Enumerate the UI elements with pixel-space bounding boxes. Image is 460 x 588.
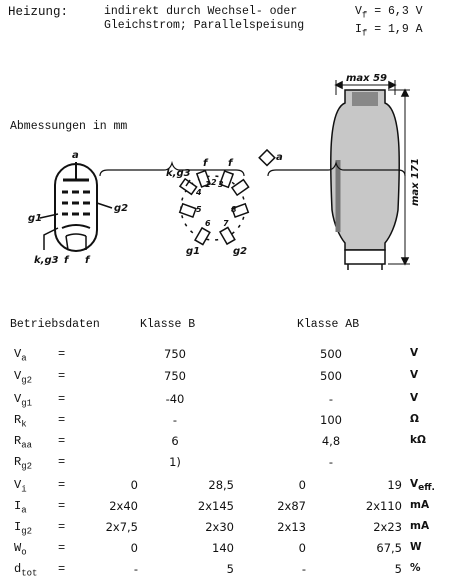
row-unit: mA bbox=[410, 499, 430, 511]
height-arrow-top bbox=[402, 90, 408, 96]
dimensions-heading: Abmessungen in mm bbox=[10, 120, 128, 133]
class-ab-value: 100 bbox=[320, 413, 342, 427]
row-unit: V bbox=[410, 369, 419, 381]
row-unit: mA bbox=[410, 520, 430, 532]
socket-pin-label-2: 2 bbox=[211, 178, 217, 187]
row-equals: = bbox=[58, 369, 66, 383]
row-equals: = bbox=[58, 541, 66, 555]
class-ab-value-2: 67,5 bbox=[376, 541, 402, 555]
class-b-value: -40 bbox=[165, 392, 185, 406]
pin-5 bbox=[180, 204, 196, 217]
row-unit: $V_{eff.}$ bbox=[410, 478, 435, 494]
row-symbol: $R_{aa}$ bbox=[14, 434, 33, 451]
socket-pin-label-8: 8 bbox=[231, 205, 237, 214]
socket-label-a: a bbox=[276, 152, 283, 163]
tube-label-f1: f bbox=[64, 255, 69, 266]
row-equals: = bbox=[58, 347, 66, 361]
socket-label-f-left: f bbox=[203, 158, 208, 169]
class-b-value-1: 2x7,5 bbox=[105, 520, 138, 534]
tube-label-kg3: k,g3 bbox=[34, 255, 59, 266]
socket-label-kg3: k,g3 bbox=[166, 168, 191, 179]
row-equals: = bbox=[58, 520, 66, 534]
row-symbol: $V_a$ bbox=[14, 347, 27, 364]
vf-symbol: V bbox=[355, 5, 362, 18]
socket-pin-label-3: 3 bbox=[218, 180, 224, 189]
anode-cap-symbol bbox=[259, 150, 275, 166]
class-b-value: - bbox=[172, 413, 178, 427]
tube-label-f2: f bbox=[85, 255, 90, 266]
class-b-value: 750 bbox=[164, 347, 186, 361]
class-ab-value: - bbox=[328, 392, 334, 406]
tube-label-a: a bbox=[72, 150, 79, 161]
pin-3 bbox=[180, 179, 197, 194]
class-ab-value-1: 2x13 bbox=[277, 520, 306, 534]
class-ab-heading: Klasse AB bbox=[297, 318, 360, 331]
class-ab-value: 4,8 bbox=[321, 434, 341, 448]
vf-value: = 6,3 V bbox=[374, 5, 423, 18]
tube-label-g1: g1 bbox=[28, 213, 43, 224]
class-b-value-1: 0 bbox=[130, 541, 138, 555]
class-b-value-1: 0 bbox=[130, 478, 138, 492]
row-symbol: $I_{g2}$ bbox=[14, 520, 33, 537]
row-symbol: $I_a$ bbox=[14, 499, 27, 516]
width-dim-label: max 59 bbox=[346, 73, 388, 84]
height-arrow-bottom bbox=[402, 258, 408, 264]
table-heading: Betriebsdaten bbox=[10, 318, 100, 331]
row-symbol: $V_{g2}$ bbox=[14, 369, 33, 386]
pin-6 bbox=[195, 228, 210, 245]
class-b-value-1: 2x40 bbox=[109, 499, 138, 513]
class-ab-value: 500 bbox=[320, 347, 342, 361]
class-ab-value-1: 2x87 bbox=[277, 499, 306, 513]
class-ab-value-2: 19 bbox=[387, 478, 402, 492]
tube-outline-drawing bbox=[331, 80, 410, 270]
row-equals: = bbox=[58, 434, 66, 448]
socket-pin-label-7: 7 bbox=[223, 219, 229, 228]
class-ab-value-1: 0 bbox=[298, 541, 306, 555]
row-equals: = bbox=[58, 499, 66, 513]
class-b-value-2: 28,5 bbox=[208, 478, 234, 492]
if-value: = 1,9 A bbox=[374, 23, 423, 36]
row-unit: W bbox=[410, 541, 422, 553]
if-symbol: I bbox=[355, 23, 362, 36]
height-dim-label: max 171 bbox=[410, 158, 421, 206]
if-sub: f bbox=[361, 28, 368, 39]
class-ab-value-2: 2x23 bbox=[373, 520, 402, 534]
socket-pin-label-5: 5 bbox=[196, 205, 202, 214]
class-b-value-1: - bbox=[133, 562, 138, 576]
row-symbol: $R_k$ bbox=[14, 413, 27, 430]
pin-7 bbox=[220, 227, 235, 244]
class-b-value: 1) bbox=[169, 455, 181, 469]
row-unit: Ω bbox=[410, 413, 419, 425]
tube-label-g2: g2 bbox=[114, 203, 129, 214]
class-ab-value-1: 0 bbox=[298, 478, 306, 492]
socket-label-f-right: f bbox=[228, 158, 233, 169]
row-symbol: $d_{tot}$ bbox=[14, 562, 38, 579]
class-ab-value-2: 2x110 bbox=[365, 499, 402, 513]
class-b-value-2: 140 bbox=[212, 541, 234, 555]
row-unit: V bbox=[410, 392, 419, 404]
row-symbol: $R_{g2}$ bbox=[14, 455, 33, 472]
class-ab-value: - bbox=[328, 455, 334, 469]
row-equals: = bbox=[58, 413, 66, 427]
heizung-text-line2: Gleichstrom; Parallelspeisung bbox=[104, 19, 305, 32]
heizung-text-line1: indirekt durch Wechsel- oder bbox=[104, 5, 298, 18]
filament bbox=[66, 234, 86, 236]
row-equals: = bbox=[58, 455, 66, 469]
class-b-value: 6 bbox=[171, 434, 179, 448]
tube-symbol-drawing bbox=[40, 162, 112, 251]
width-arrow-r bbox=[389, 82, 395, 88]
row-symbol: $V_i$ bbox=[14, 478, 27, 495]
class-b-value-2: 5 bbox=[226, 562, 234, 576]
g2-lead bbox=[97, 203, 112, 208]
class-b-value: 750 bbox=[164, 369, 186, 383]
width-arrow-l bbox=[336, 82, 342, 88]
tube-top-shade bbox=[352, 92, 378, 106]
row-symbol: $W_o$ bbox=[14, 541, 27, 558]
socket-pin-label-1: 1 bbox=[205, 180, 211, 189]
row-equals: = bbox=[58, 392, 66, 406]
socket-label-g2: g2 bbox=[233, 246, 248, 257]
row-equals: = bbox=[58, 478, 66, 492]
socket-label-g1: g1 bbox=[186, 246, 201, 257]
socket-pin-label-4: 4 bbox=[196, 188, 202, 197]
class-ab-value-1: - bbox=[301, 562, 306, 576]
class-b-heading: Klasse B bbox=[140, 318, 196, 331]
tube-base bbox=[345, 250, 385, 264]
class-b-value-2: 2x30 bbox=[205, 520, 234, 534]
row-unit: % bbox=[410, 562, 421, 574]
row-symbol: $V_{g1}$ bbox=[14, 392, 33, 409]
class-b-value-2: 2x145 bbox=[197, 499, 234, 513]
cathode bbox=[62, 225, 90, 228]
vf-sub: f bbox=[361, 10, 368, 21]
row-equals: = bbox=[58, 562, 66, 576]
pin-8 bbox=[232, 180, 249, 195]
row-unit: V bbox=[410, 347, 419, 359]
heizung-label: Heizung: bbox=[8, 5, 69, 19]
socket-pin-label-6: 6 bbox=[205, 219, 211, 228]
class-ab-value-2: 5 bbox=[394, 562, 402, 576]
class-ab-value: 500 bbox=[320, 369, 342, 383]
row-unit: kΩ bbox=[410, 434, 426, 446]
